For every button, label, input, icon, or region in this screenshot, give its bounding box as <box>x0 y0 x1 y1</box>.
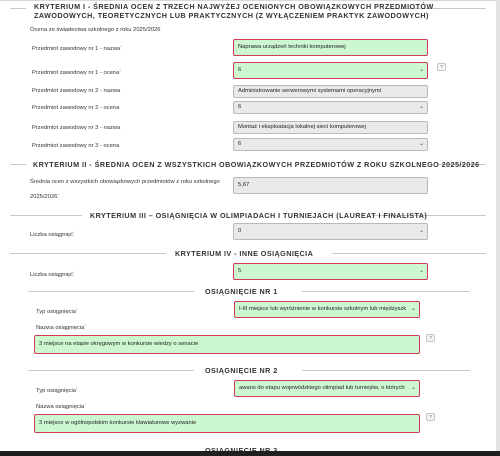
subject2-name-label: Przedmiot zawodowy nr 2 - nazwa <box>32 88 121 94</box>
achievement1-type-value: I-III miejsce lub wyróżnienie w konkursie szkolnym lub międzyszk <box>239 306 407 312</box>
chevron-down-icon: ⌄ <box>418 228 424 234</box>
achievement-divider-right <box>302 291 470 292</box>
section-divider-right <box>332 253 486 254</box>
olympiad-count-select[interactable] <box>233 223 428 240</box>
help-icon[interactable]: ? <box>426 334 435 342</box>
olympiad-count-value: 0 <box>238 228 242 234</box>
average-label-line1: Średnia ocen z wszystkich obowiązkowych przedmiotów z roku szkolnego <box>30 179 220 185</box>
achievement2-type-select[interactable] <box>234 380 420 397</box>
help-icon[interactable]: ? <box>437 63 446 71</box>
section4-heading: KRYTERIUM IV - INNE OSIĄGNIĘCIA <box>175 249 314 258</box>
other-count-select[interactable] <box>233 263 428 280</box>
chevron-down-icon: ⌄ <box>418 141 424 147</box>
section1-heading-line2: ZAWODOWYCH, TEORETYCZNYCH LUB PRAKTYCZNYCH (Z WYŁĄCZENIEM PRAKTYK ZAWODOWYCH) <box>34 11 429 20</box>
subject1-grade-label: Przedmiot zawodowy nr 1 - ocena* <box>32 68 121 76</box>
subject3-grade-label: Przedmiot zawodowy nr 3 - ocena <box>32 143 120 149</box>
subject1-grade-select[interactable] <box>233 62 428 79</box>
subject3-grade-select[interactable] <box>233 138 428 151</box>
chevron-down-icon: ⌄ <box>418 104 424 110</box>
achievement1-type-select[interactable] <box>234 301 420 318</box>
section-divider-left <box>10 8 26 9</box>
scrollbar-track[interactable] <box>496 0 500 456</box>
subject1-name-label: Przedmiot zawodowy nr 1 - nazwa* <box>32 44 122 52</box>
achievement1-name-label: Nazwa osiągnięcia* <box>36 323 86 331</box>
section1-heading-line1: KRYTERIUM I - ŚREDNIA OCEN Z TRZECH NAJWYŻEJ OCENIONYCH OBOWIĄZKOWYCH PRZEDMIOTÓW <box>34 2 434 11</box>
other-count-label: Liczba osiągnięć* <box>30 270 75 278</box>
help-icon[interactable]: ? <box>426 413 435 421</box>
bottom-bar <box>0 451 500 456</box>
achievement2-type-label: Typ osiągnięcia* <box>36 386 78 394</box>
subject2-grade-value: 6 <box>238 104 242 110</box>
subject3-name-input[interactable]: Montaż i eksploatacja lokalnej sieci komputerowej <box>233 121 428 134</box>
achievement1-type-label: Typ osiągnięcia* <box>36 307 78 315</box>
section-divider-left <box>10 164 26 165</box>
chevron-down-icon: ⌄ <box>410 385 416 391</box>
subject1-name-input[interactable]: Naprawa urządzeń techniki komputerowej <box>233 39 428 56</box>
subject3-name-label: Przedmiot zawodowy nr 3 - nazwa <box>32 125 121 131</box>
achievement2-type-value: awans do etapu wojewódzkiego olimpiad lub turniejów, o których <box>239 385 405 391</box>
achievement-divider-left <box>28 291 194 292</box>
section2-heading: KRYTERIUM II - ŚREDNIA OCEN Z WSZYSTKICH OBOWIĄZKOWYCH PRZEDMIOTÓW Z ROKU SZKOLNEGO 2025/2026 <box>33 160 480 169</box>
chevron-down-icon: ⌄ <box>418 67 424 73</box>
subject2-name-input[interactable]: Administrowanie serwerowymi systemami operacyjnymi <box>233 85 428 98</box>
chevron-down-icon: ⌄ <box>418 268 424 274</box>
other-count-value: 5 <box>238 268 242 274</box>
achievement2-name-label: Nazwa osiągnięcia* <box>36 402 86 410</box>
subject2-grade-select[interactable] <box>233 101 428 114</box>
subject3-grade-value: 6 <box>238 141 242 147</box>
olympiad-count-label: Liczba osiągnięć* <box>30 230 75 238</box>
achievement-divider-right <box>302 370 470 371</box>
section-divider-left <box>10 215 82 216</box>
top-border <box>0 0 500 1</box>
achievement1-name-input[interactable]: 3 miejsce na etapie okręgowym w konkursie wiedzy o senacie <box>34 335 420 354</box>
achievement-divider-left <box>28 370 194 371</box>
achievement2-name-input[interactable]: 3 miejsce w ogólnopolskim konkursie klawiaturowe wyzwanie <box>34 414 420 433</box>
average-grade-field[interactable]: 5,67 <box>233 177 428 194</box>
achievement2-heading: OSIĄGNIĘCIE NR 2 <box>205 366 278 375</box>
section-divider-left <box>10 253 166 254</box>
section3-heading: KRYTERIUM III – OSIĄGNIĘCIA W OLIMPIADACH I TURNIEJACH (LAUREAT I FINALISTA) <box>90 211 428 220</box>
subject2-grade-label: Przedmiot zawodowy nr 2 - ocena <box>32 105 120 111</box>
subject1-grade-value: 6 <box>238 67 242 73</box>
achievement1-heading: OSIĄGNIĘCIE NR 1 <box>205 287 278 296</box>
chevron-down-icon: ⌄ <box>410 306 416 312</box>
average-label-line2: 2025/2026* <box>30 192 59 200</box>
grade-source-note: Ocena ze świadectwa szkolnego z roku 2025/2026 <box>30 27 161 33</box>
